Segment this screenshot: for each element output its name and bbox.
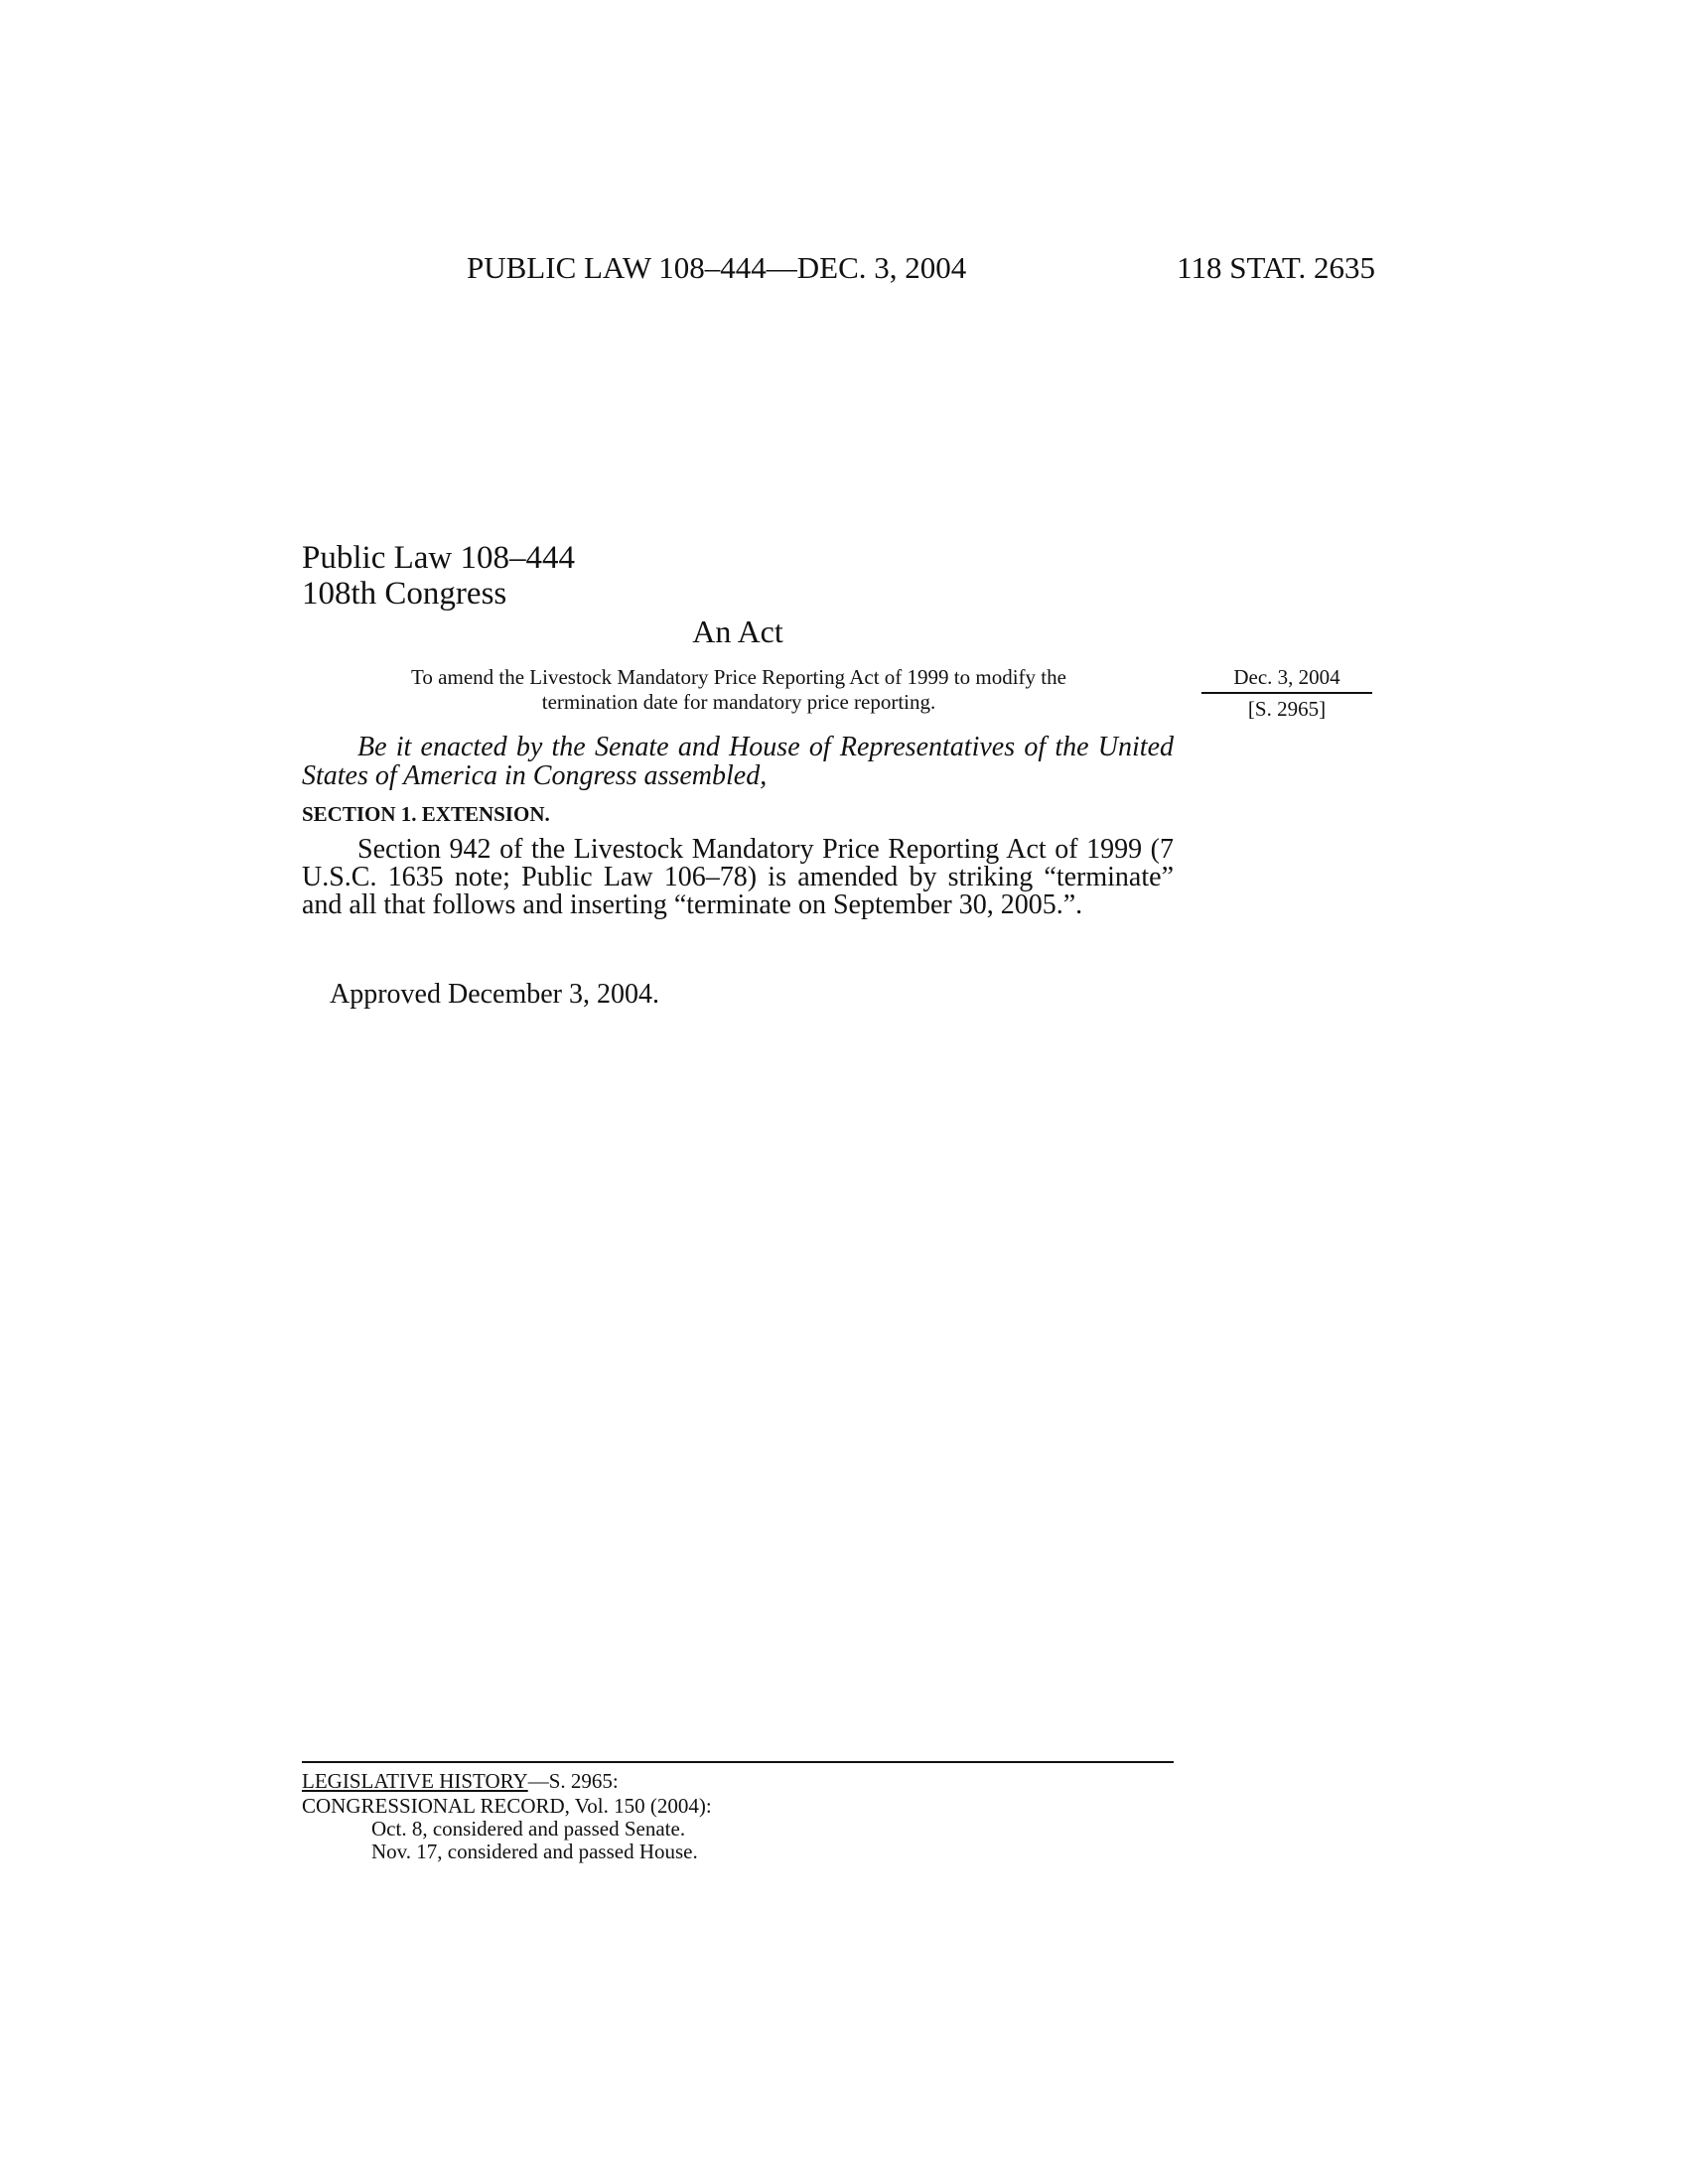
legislative-history-bill: —S. 2965: xyxy=(527,1769,619,1793)
congress-number: 108th Congress xyxy=(302,576,507,612)
approval-line: Approved December 3, 2004. xyxy=(330,979,660,1010)
congressional-record: CONGRESSIONAL RECORD, Vol. 150 (2004): xyxy=(302,1794,712,1818)
history-item: Nov. 17, considered and passed House. xyxy=(371,1840,698,1863)
margin-note-date: Dec. 3, 2004 xyxy=(1233,665,1340,689)
footer-divider xyxy=(302,1761,1174,1763)
act-heading: An Act xyxy=(692,614,783,649)
margin-note xyxy=(1201,665,1372,722)
legislative-history-heading xyxy=(302,1769,619,1793)
purpose-line-2: termination date for mandatory price reporting. xyxy=(541,690,936,714)
margin-note-bill: [S. 2965] xyxy=(1247,697,1327,721)
act-purpose xyxy=(338,665,1140,715)
running-header-citation: PUBLIC LAW 108–444—DEC. 3, 2004 xyxy=(467,250,967,285)
section-text: Section 942 of the Livestock Mandatory Price Reporting Act of 1999 (7 U.S.C. 1635 note; Public Law 106–78) is amended by striking “terminate” and all that follows and inserting “terminate on September 30, 2005.”. xyxy=(302,834,1174,920)
running-header-stat-page: 118 STAT. 2635 xyxy=(1177,250,1375,285)
history-item: Oct. 8, considered and passed Senate. xyxy=(371,1817,686,1841)
section-heading: SECTION 1. EXTENSION. xyxy=(302,802,550,826)
margin-note-divider xyxy=(1201,692,1372,694)
purpose-line-1: To amend the Livestock Mandatory Price Reporting Act of 1999 to modify the xyxy=(411,665,1066,689)
enacting-clause: Be it enacted by the Senate and House of Representatives of the United States of America in Congress assembled, xyxy=(302,732,1174,791)
public-law-number: Public Law 108–444 xyxy=(302,540,575,576)
legislative-history-label: LEGISLATIVE HISTORY xyxy=(302,1769,528,1793)
